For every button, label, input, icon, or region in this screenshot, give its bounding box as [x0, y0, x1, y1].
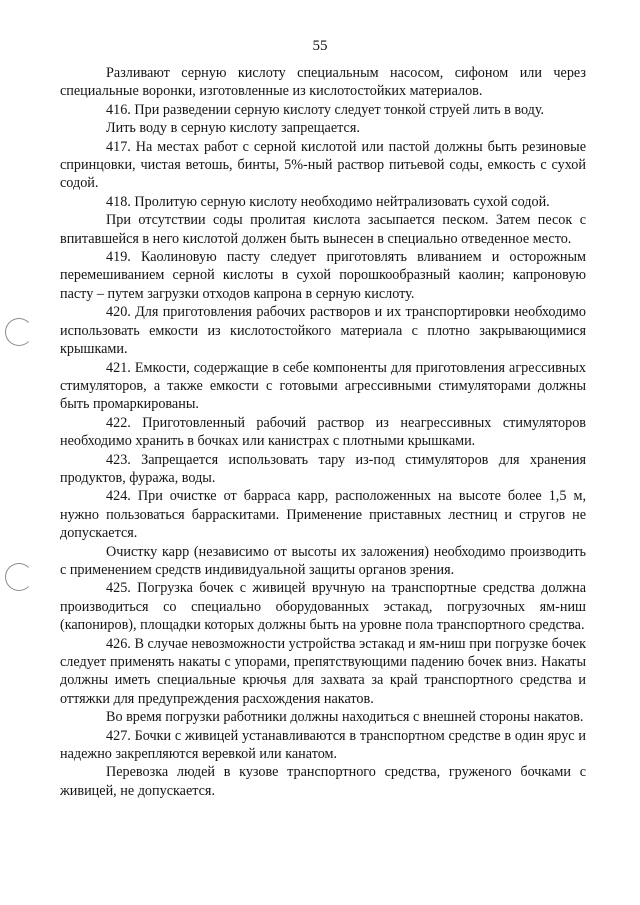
paragraph: Лить воду в серную кислоту запрещается.	[106, 120, 360, 137]
paragraph: Перевозка людей в кузове транспортного средства, груженого бочками с живицей, не допускается.	[60, 764, 586, 799]
punch-hole-bottom	[5, 563, 33, 591]
paragraph: 421. Емкости, содержащие в себе компоненты для приготовления агрессивных стимуляторов, а также емкости с готовыми агрессивными стимуляторами должны быть промаркированы.	[60, 359, 586, 413]
punch-hole-top	[5, 318, 33, 346]
paragraph: 425. Погрузка бочек с живицей вручную на транспортные средства должна производиться со специально оборудованных эстакад, погрузочных ям-ниш (капониров), площадки которых должны быть на уровне пола транспортного средства.	[60, 580, 586, 634]
paragraph: 422. Приготовленный рабочий раствор из неагрессивных стимуляторов необходимо хранить в бочках или канистрах с плотными крышками.	[60, 414, 586, 450]
paragraph: 427. Бочки с живицей устанавливаются в транспортном средстве в один ярус и надежно закрепляются веревкой или канатом.	[60, 727, 586, 763]
paragraph: Очистку карр (независимо от высоты их заложения) необходимо производить с применением средств индивидуальной защиты органов зрения.	[60, 543, 586, 578]
paragraph: 417. На местах работ с серной кислотой или пастой должны быть резиновые спринцовки, чистая ветошь, бинты, 5%-ный раствор питьевой соды, емкость с сухой содой.	[60, 138, 586, 192]
paragraph: При отсутствии соды пролитая кислота засыпается песком. Затем песок с впитавшейся в него кислотой должен быть вынесен в специально отведенное место.	[60, 212, 586, 247]
paragraph: 426. В случае невозможности устройства эстакад и ям-ниш при погрузке бочек следует применять накаты с упорами, препятствующими падению бочек вниз. Накаты должны иметь специальные крючья для захвата за край транспортного средства и оттяжки для предупреждения расхождения накатов.	[60, 635, 586, 707]
paragraph: Во время погрузки работники должны находиться с внешней стороны накатов.	[106, 709, 584, 726]
paragraph: Разливают серную кислоту специальным насосом, сифоном или через специальные воронки, изготовленные из кислотостойких материалов.	[60, 65, 586, 100]
paragraph: 420. Для приготовления рабочих растворов и их транспортировки необходимо использовать емкости из кислотостойкого материала с плотно закрывающимися крышками.	[60, 304, 586, 358]
paragraph: 416. При разведении серную кислоту следует тонкой струей лить в воду.	[106, 101, 545, 118]
paragraph: 419. Каолиновую пасту следует приготовлять вливанием и осторожным перемешиванием серной кислоты в сухой порошкообразный каолин; капроновую пасту – путем загрузки отходов капрона в серную кислоту.	[60, 249, 586, 302]
paragraph: 418. Пролитую серную кислоту необходимо нейтрализовать сухой содой.	[106, 193, 550, 210]
paragraph: 424. При очистке от барраса карр, расположенных на высоте более 1,5 м, нужно пользоваться барраскитами. Применение приставных лестниц и стругов не допускается.	[60, 488, 586, 542]
page-number: 55	[312, 38, 328, 54]
document-body	[60, 64, 586, 800]
paragraph: 423. Запрещается использовать тару из-под стимуляторов для хранения продуктов, фуража, воды.	[60, 451, 586, 486]
